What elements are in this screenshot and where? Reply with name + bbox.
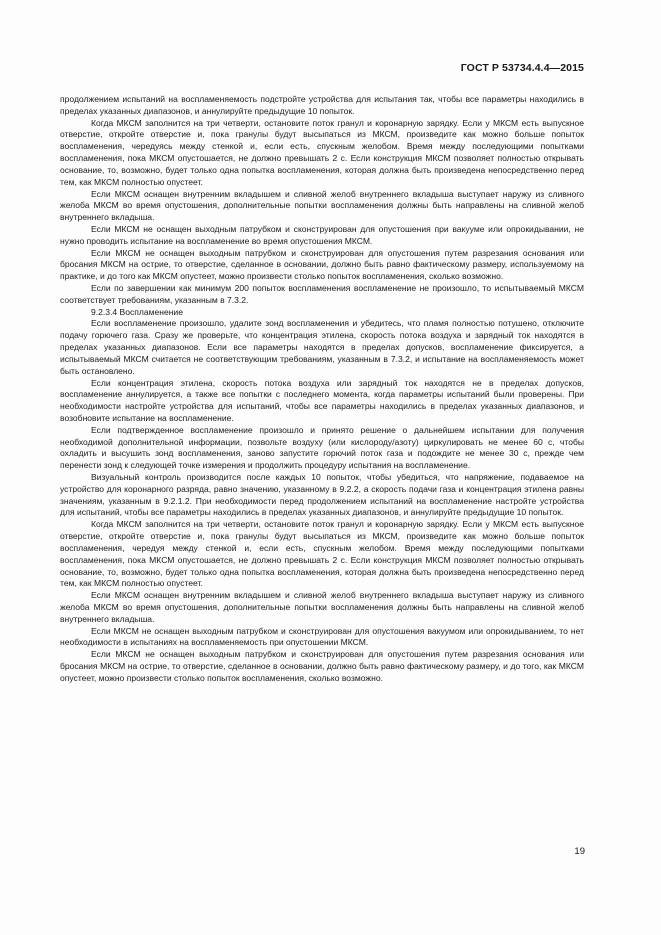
paragraph: Если концентрация этилена, скорость потока воздуха или зарядный ток находятся не в пределах допусков, воспламенение аннулируется, а также все попытки с последнего момента, когда параметры испытаний были проверены. При необходимости настройте устройства для испытаний, чтобы все параметры находились в пределах указанных диапазонов, и возобновите испытание на воспламенение. [60,377,584,423]
paragraph: Если по завершении как минимум 200 попыток воспламенения воспламенение не произошло, то испытываемый МКСМ соответствует требованиям, указанным в 7.3.2. [60,283,584,305]
paragraph: Если МКСМ не оснащен выходным патрубком и сконструирован для опустошения путем разрезания основания или бросания МКСМ на острие, то отверстие, сделанное в основании, должно быть равно фактическому размеру, и до того, как МКСМ опустеет, можно произвести столько попыток воспламенения, сколько возможно. [60,649,584,683]
paragraph: Если МКСМ не оснащен выходным патрубком и сконструирован для опустошения путем разрезания основания или бросания МКСМ на острие, то отверстие, сделанное в основании, должно быть равно фактическому размеру, используемому на практике, и до того как МКСМ опустеет, можно произвести столько попыток воспламенения, сколько возможно. [60,247,584,282]
document-code: ГОСТ Р 53734.4.4—2015 [460,62,584,74]
page-number: 19 [574,846,585,857]
paragraph: Визуальный контроль производится после каждых 10 попыток, чтобы убедиться, что напряжение, подаваемое на устройство для коронарного разряда, равно значению, указанному в 9.2.2, а скорость подачи газа и концентрация этилена равны значениям, указанным в 9.2.1.2. При необходимости перед продолжением испытаний на воспламенение настройте устройства для испытаний, чтобы все параметры находились в пределах указанных диапазонов, и аннулируйте предыдущие 10 попыток. [60,472,584,518]
paragraph: Если МКСМ не оснащен выходным патрубком и сконструирован для опустошения вакуумом или опрокидыванием, то нет необходимости в испытаниях на воспламеняемость при опустошении МКСМ. [60,625,584,648]
paragraph: Если воспламенение произошло, удалите зонд воспламенения и убедитесь, что пламя полностью потушено, отключите подачу горючего газа. Сразу же проверьте, что концентрация этилена, скорость потока воздуха и зарядный ток находятся в пределах указанных диапазонов. Если все параметры находятся в пределах допусков, воспламенение фиксируется, а испытываемый МКСМ считается не соответствующим требованиям, указанным в 7.3.2, и испытание на воспламеняемость может быть остановлено. [60,318,584,376]
paragraph: 9.2.3.4 Воспламенение [91,306,183,317]
paragraph: продолжением испытаний на воспламеняемость подстройте устройства для испытания так, чтобы все параметры находились в пределах указанных диапазонов, и аннулируйте предыдущие 10 попыток. [60,94,584,116]
body-text [60,94,584,685]
paragraph: Если МКСМ не оснащен выходным патрубком и сконструирован для опустошения при вакууме или опрокидывании, не нужно проводить испытание на воспламенение во время опустошения МКСМ. [60,223,584,246]
paragraph: Если подтвержденное воспламенение произошло и принято решение о дальнейшем испытании для получения необходимой дополнительной информации, позвольте воздуху (или кислороду/азоту) циркулировать не менее 60 с, чтобы охладить и высушить зонд воспламенения, заново запустите горючий поток газа и подождите не менее 30 с, прежде чем перенести зонд к следующей точке измерения и продолжить процедуру испытания на воспламенение. [60,424,584,471]
paragraph: Если МКСМ оснащен внутренним вкладышем и сливной желоб внутреннего вкладыша выступает наружу из сливного желоба МКСМ во время опустошения, дополнительные попытки воспламенения должны быть направлены на сливной желоб внутреннего вкладыша. [60,188,584,223]
paragraph: Когда МКСМ заполнится на три четверти, остановите поток гранул и коронарную зарядку. Если у МКСМ есть выпускное отверстие, откройте отверстие и, пока гранулы будут высыпаться из МКСМ, произведите как можно больше попыток воспламенения, чередуясь между стенкой и, если есть, спускным желобом. Время между последующими попытками воспламенения, пока МКСМ опустошается, не должно превышать 2 с. Если конструкция МКСМ позволяет полностью открывать основание, то, возможно, будет только одна попытка воспламенения, которая должна быть произведена непосредственно перед тем, как МКСМ полностью опустеет. [60,117,584,187]
paragraph: Когда МКСМ заполнится на три четверти, остановите поток гранул и коронарную зарядку. Если у МКСМ есть выпускное отверстие, откройте отверстие и, пока гранулы будут высыпаться из МКСМ, произведите как можно больше попыток воспламенения, чередуя между стенкой и, если есть, спускным желобом. Время между последующими попытками воспламенения, пока МКСМ опустошается, не должно превышать 2 с. Если конструкция МКСМ позволяет полностью открывать основание, то, возможно, будет только одна попытка воспламенения, которая должна быть произведена непосредственно перед тем, как МКСМ полностью опустеет. [60,519,584,589]
paragraph: Если МКСМ оснащен внутренним вкладышем и сливной желоб внутреннего вкладыша выступает наружу из сливного желоба МКСМ во время опустошения, дополнительные попытки воспламенения должны быть направлены на сливной желоб внутреннего вкладыша. [60,590,584,624]
